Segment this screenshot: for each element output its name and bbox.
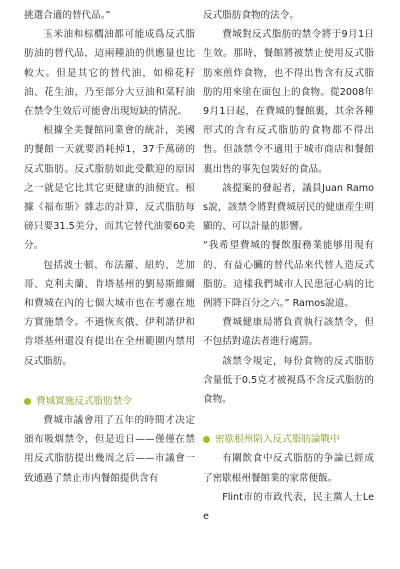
section-heading-text: 密歇根州陷入反式脂肪論戰中 [215, 434, 340, 446]
paragraph: 該提案的發起者，議員Juan Ramos說，該禁令將對費城居民的健康産生明顯的、可以計量的影響。 [203, 182, 374, 233]
bullet-icon [203, 436, 210, 443]
right-column [203, 6, 374, 526]
paragraph: 包括波士頓、布法羅、紐約、芝加哥、克利夫蘭、肯塔基州的劉易斯維爾和費城在內的七個大城市也在考慮在地方實施禁令。不過恢亥俄、伊利諾伊和肯塔基州還沒有提出在全州範圍内禁用反式脂肪。 [24, 259, 195, 367]
section-heading-text: 費城實施反式脂肪禁令 [36, 395, 132, 407]
paragraph: 挑選合適的替代品。” [24, 10, 111, 21]
paragraph: 該禁令規定，每份食物的反式脂肪含量低于0.5克才被視爲不含反式脂肪的食物。 [203, 355, 374, 406]
paragraph: 根據全美餐館同業會的統計，美國的餐館一天就要消耗掉1，37千萬磅的反式脂肪。反式脂肪如此受歡迎的原因之一就是它比其它更健康的油便宜。根據《福布斯》雜志的計算，反式脂肪每磅只要31.5美分，而其它替代油要60美分。 [24, 125, 195, 252]
bullet-icon [24, 398, 31, 405]
paragraph: 費城市議會用了五年的時間才决定頒布吸烟禁令，但是近日——僅僅在禁用反式脂肪提出幾周之后——市議會一致通過了禁止市内餐館提供含有 [24, 415, 195, 484]
paragraph: 費城對反式脂肪的禁令將于9月1日生效。那時，餐館將被禁止使用反式脂肪來煎炸食物，也不得出售含有反式脂肪的用來塗在面包上的食物。從2008年9月1日起，在費城的餐館裏，其余各種形式的含有反式脂肪的食物都不得出售。但該禁令不適用于城市商店和餐館裏出售的事先包裝好的食品。 [203, 29, 374, 175]
section-heading [203, 430, 374, 449]
paragraph: 反式脂肪食物的法令。 [203, 10, 299, 21]
paragraph: “我希望費城的餐飲服務業能够用現有的、有益心臟的替代品來代替人造反式脂肪。這樣我們城市人民患冠心病的比例將下降百分之六。” Ramos說道。 [203, 240, 374, 310]
paragraph: 有關飲食中反式脂肪的争論已經成了密歇根州餐館業的家常便飯。 [203, 453, 374, 484]
paragraph: Flint市的市政代表，民主黨人士Lee [203, 491, 374, 523]
section-heading [24, 392, 195, 411]
left-column [24, 6, 195, 488]
paragraph: 費城健康局將負責執行該禁令，但不包括對違法者進行處罰。 [203, 317, 374, 348]
paragraph: 玉米油和棕櫚油都可能成爲反式脂肪油的替代品，這兩種油的供應量也比較大。但是其它的替代油，如棉花籽油、花生油，乃至部分大豆油和菜籽油在禁令生效后可能會出現短缺的情況。 [24, 29, 195, 118]
